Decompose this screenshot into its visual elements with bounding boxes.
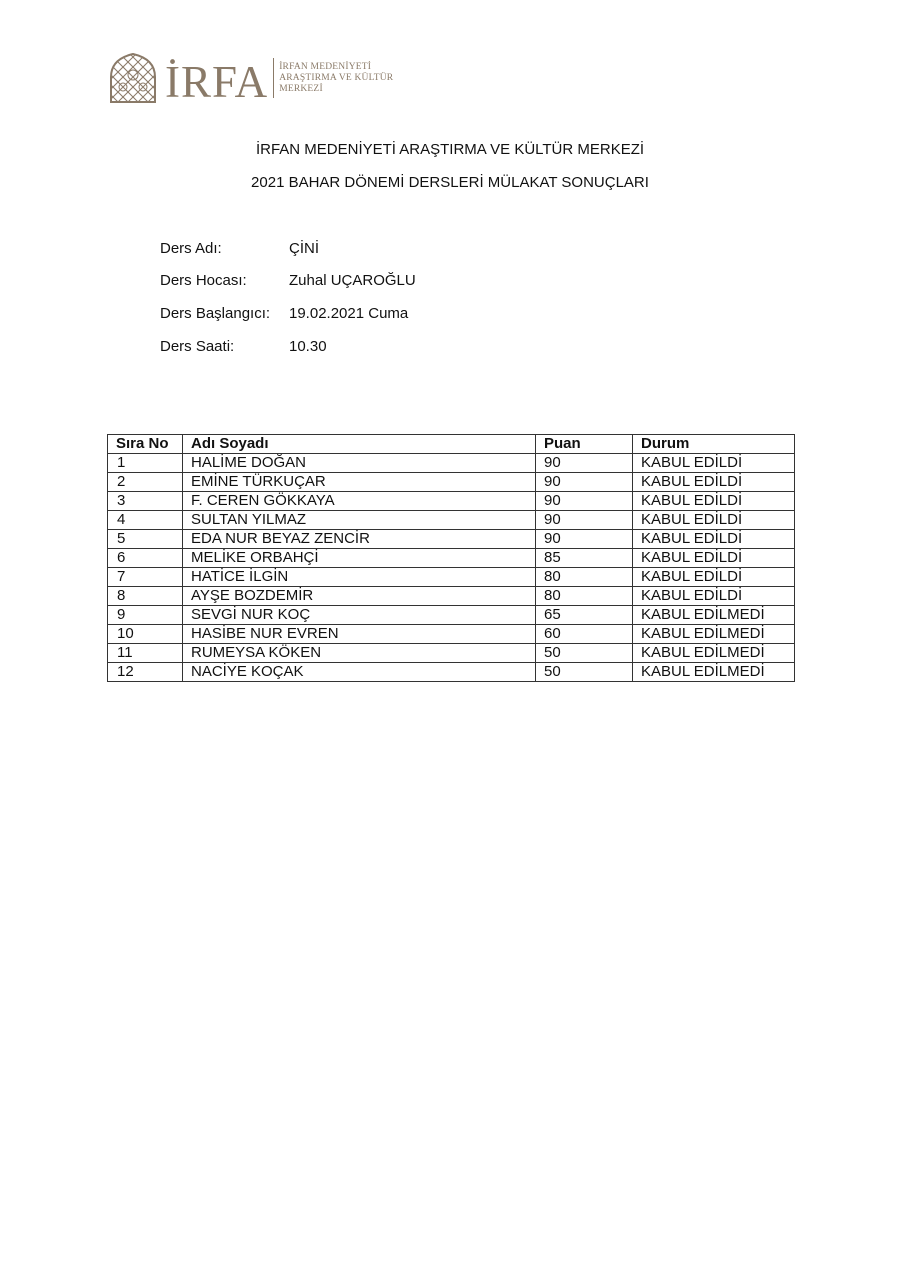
course-info-value: 19.02.2021 Cuma <box>289 305 409 322</box>
logo-subtitle-line: İRFAN MEDENİYETİ <box>279 61 372 72</box>
course-info-label: Ders Hocası: <box>160 272 247 289</box>
row-number-cell: 3 <box>108 492 183 511</box>
table-row <box>108 663 795 682</box>
score-cell: 60 <box>536 625 633 644</box>
course-info-value: 10.30 <box>289 338 327 355</box>
score-cell: 90 <box>536 473 633 492</box>
course-info-label: Ders Başlangıcı: <box>160 305 271 322</box>
name-cell: SEVGİ NUR KOÇ <box>183 606 536 625</box>
table-row <box>108 568 795 587</box>
score-cell: 85 <box>536 549 633 568</box>
results-table-body <box>108 454 795 682</box>
row-number-cell: 10 <box>108 625 183 644</box>
results-table <box>107 434 795 682</box>
row-number-cell: 2 <box>108 473 183 492</box>
name-cell: HASİBE NUR EVREN <box>183 625 536 644</box>
name-cell: EMİNE TÜRKUÇAR <box>183 473 536 492</box>
row-number-cell: 9 <box>108 606 183 625</box>
column-header-durum: Durum <box>633 435 795 454</box>
status-cell: KABUL EDİLMEDİ <box>633 625 795 644</box>
status-cell: KABUL EDİLDİ <box>633 587 795 606</box>
table-row <box>108 511 795 530</box>
table-row <box>108 492 795 511</box>
name-cell: AYŞE BOZDEMİR <box>183 587 536 606</box>
logo-subtitle-line: MERKEZİ <box>279 83 323 94</box>
row-number-cell: 8 <box>108 587 183 606</box>
column-header-adi-soyadi: Adı Soyadı <box>183 435 536 454</box>
status-cell: KABUL EDİLDİ <box>633 454 795 473</box>
score-cell: 90 <box>536 511 633 530</box>
status-cell: KABUL EDİLMEDİ <box>633 663 795 682</box>
table-row <box>108 473 795 492</box>
irfa-logo <box>109 52 394 107</box>
logo-subtitle-line: ARAŞTIRMA VE KÜLTÜR <box>279 72 394 83</box>
document-subtitle: 2021 BAHAR DÖNEMİ DERSLERİ MÜLAKAT SONUÇLARI <box>251 174 649 191</box>
name-cell: MELİKE ORBAHÇİ <box>183 549 536 568</box>
name-cell: NACİYE KOÇAK <box>183 663 536 682</box>
name-cell: HALİME DOĞAN <box>183 454 536 473</box>
table-row <box>108 454 795 473</box>
status-cell: KABUL EDİLDİ <box>633 530 795 549</box>
logo-subtitle <box>279 62 393 95</box>
score-cell: 80 <box>536 568 633 587</box>
score-cell: 90 <box>536 454 633 473</box>
name-cell: HATİCE İLGİN <box>183 568 536 587</box>
status-cell: KABUL EDİLDİ <box>633 492 795 511</box>
row-number-cell: 7 <box>108 568 183 587</box>
row-number-cell: 11 <box>108 644 183 663</box>
row-number-cell: 1 <box>108 454 183 473</box>
row-number-cell: 5 <box>108 530 183 549</box>
logo-divider <box>273 58 274 98</box>
name-cell: RUMEYSA KÖKEN <box>183 644 536 663</box>
document-title: İRFAN MEDENİYETİ ARAŞTIRMA VE KÜLTÜR MERKEZİ <box>255 141 645 158</box>
table-header-row <box>108 435 795 454</box>
table-row <box>108 625 795 644</box>
course-info-label: Ders Adı: <box>160 240 222 257</box>
status-cell: KABUL EDİLMEDİ <box>633 644 795 663</box>
column-header-puan: Puan <box>536 435 633 454</box>
score-cell: 50 <box>536 644 633 663</box>
table-row <box>108 587 795 606</box>
course-info-value: ÇİNİ <box>289 240 319 257</box>
name-cell: EDA NUR BEYAZ ZENCİR <box>183 530 536 549</box>
name-cell: F. CEREN GÖKKAYA <box>183 492 536 511</box>
status-cell: KABUL EDİLDİ <box>633 473 795 492</box>
logo-wordmark: İRFA <box>165 56 269 107</box>
arched-lattice-emblem-icon <box>109 53 157 103</box>
score-cell: 90 <box>536 530 633 549</box>
row-number-cell: 4 <box>108 511 183 530</box>
row-number-cell: 6 <box>108 549 183 568</box>
status-cell: KABUL EDİLDİ <box>633 568 795 587</box>
row-number-cell: 12 <box>108 663 183 682</box>
course-info-value: Zuhal UÇAROĞLU <box>289 272 416 289</box>
course-info-label: Ders Saati: <box>160 338 235 355</box>
score-cell: 50 <box>536 663 633 682</box>
score-cell: 80 <box>536 587 633 606</box>
table-row <box>108 530 795 549</box>
name-cell: SULTAN YILMAZ <box>183 511 536 530</box>
status-cell: KABUL EDİLMEDİ <box>633 606 795 625</box>
table-row <box>108 606 795 625</box>
table-row <box>108 549 795 568</box>
status-cell: KABUL EDİLDİ <box>633 549 795 568</box>
score-cell: 90 <box>536 492 633 511</box>
column-header-sira-no: Sıra No <box>108 435 183 454</box>
score-cell: 65 <box>536 606 633 625</box>
table-row <box>108 644 795 663</box>
status-cell: KABUL EDİLDİ <box>633 511 795 530</box>
